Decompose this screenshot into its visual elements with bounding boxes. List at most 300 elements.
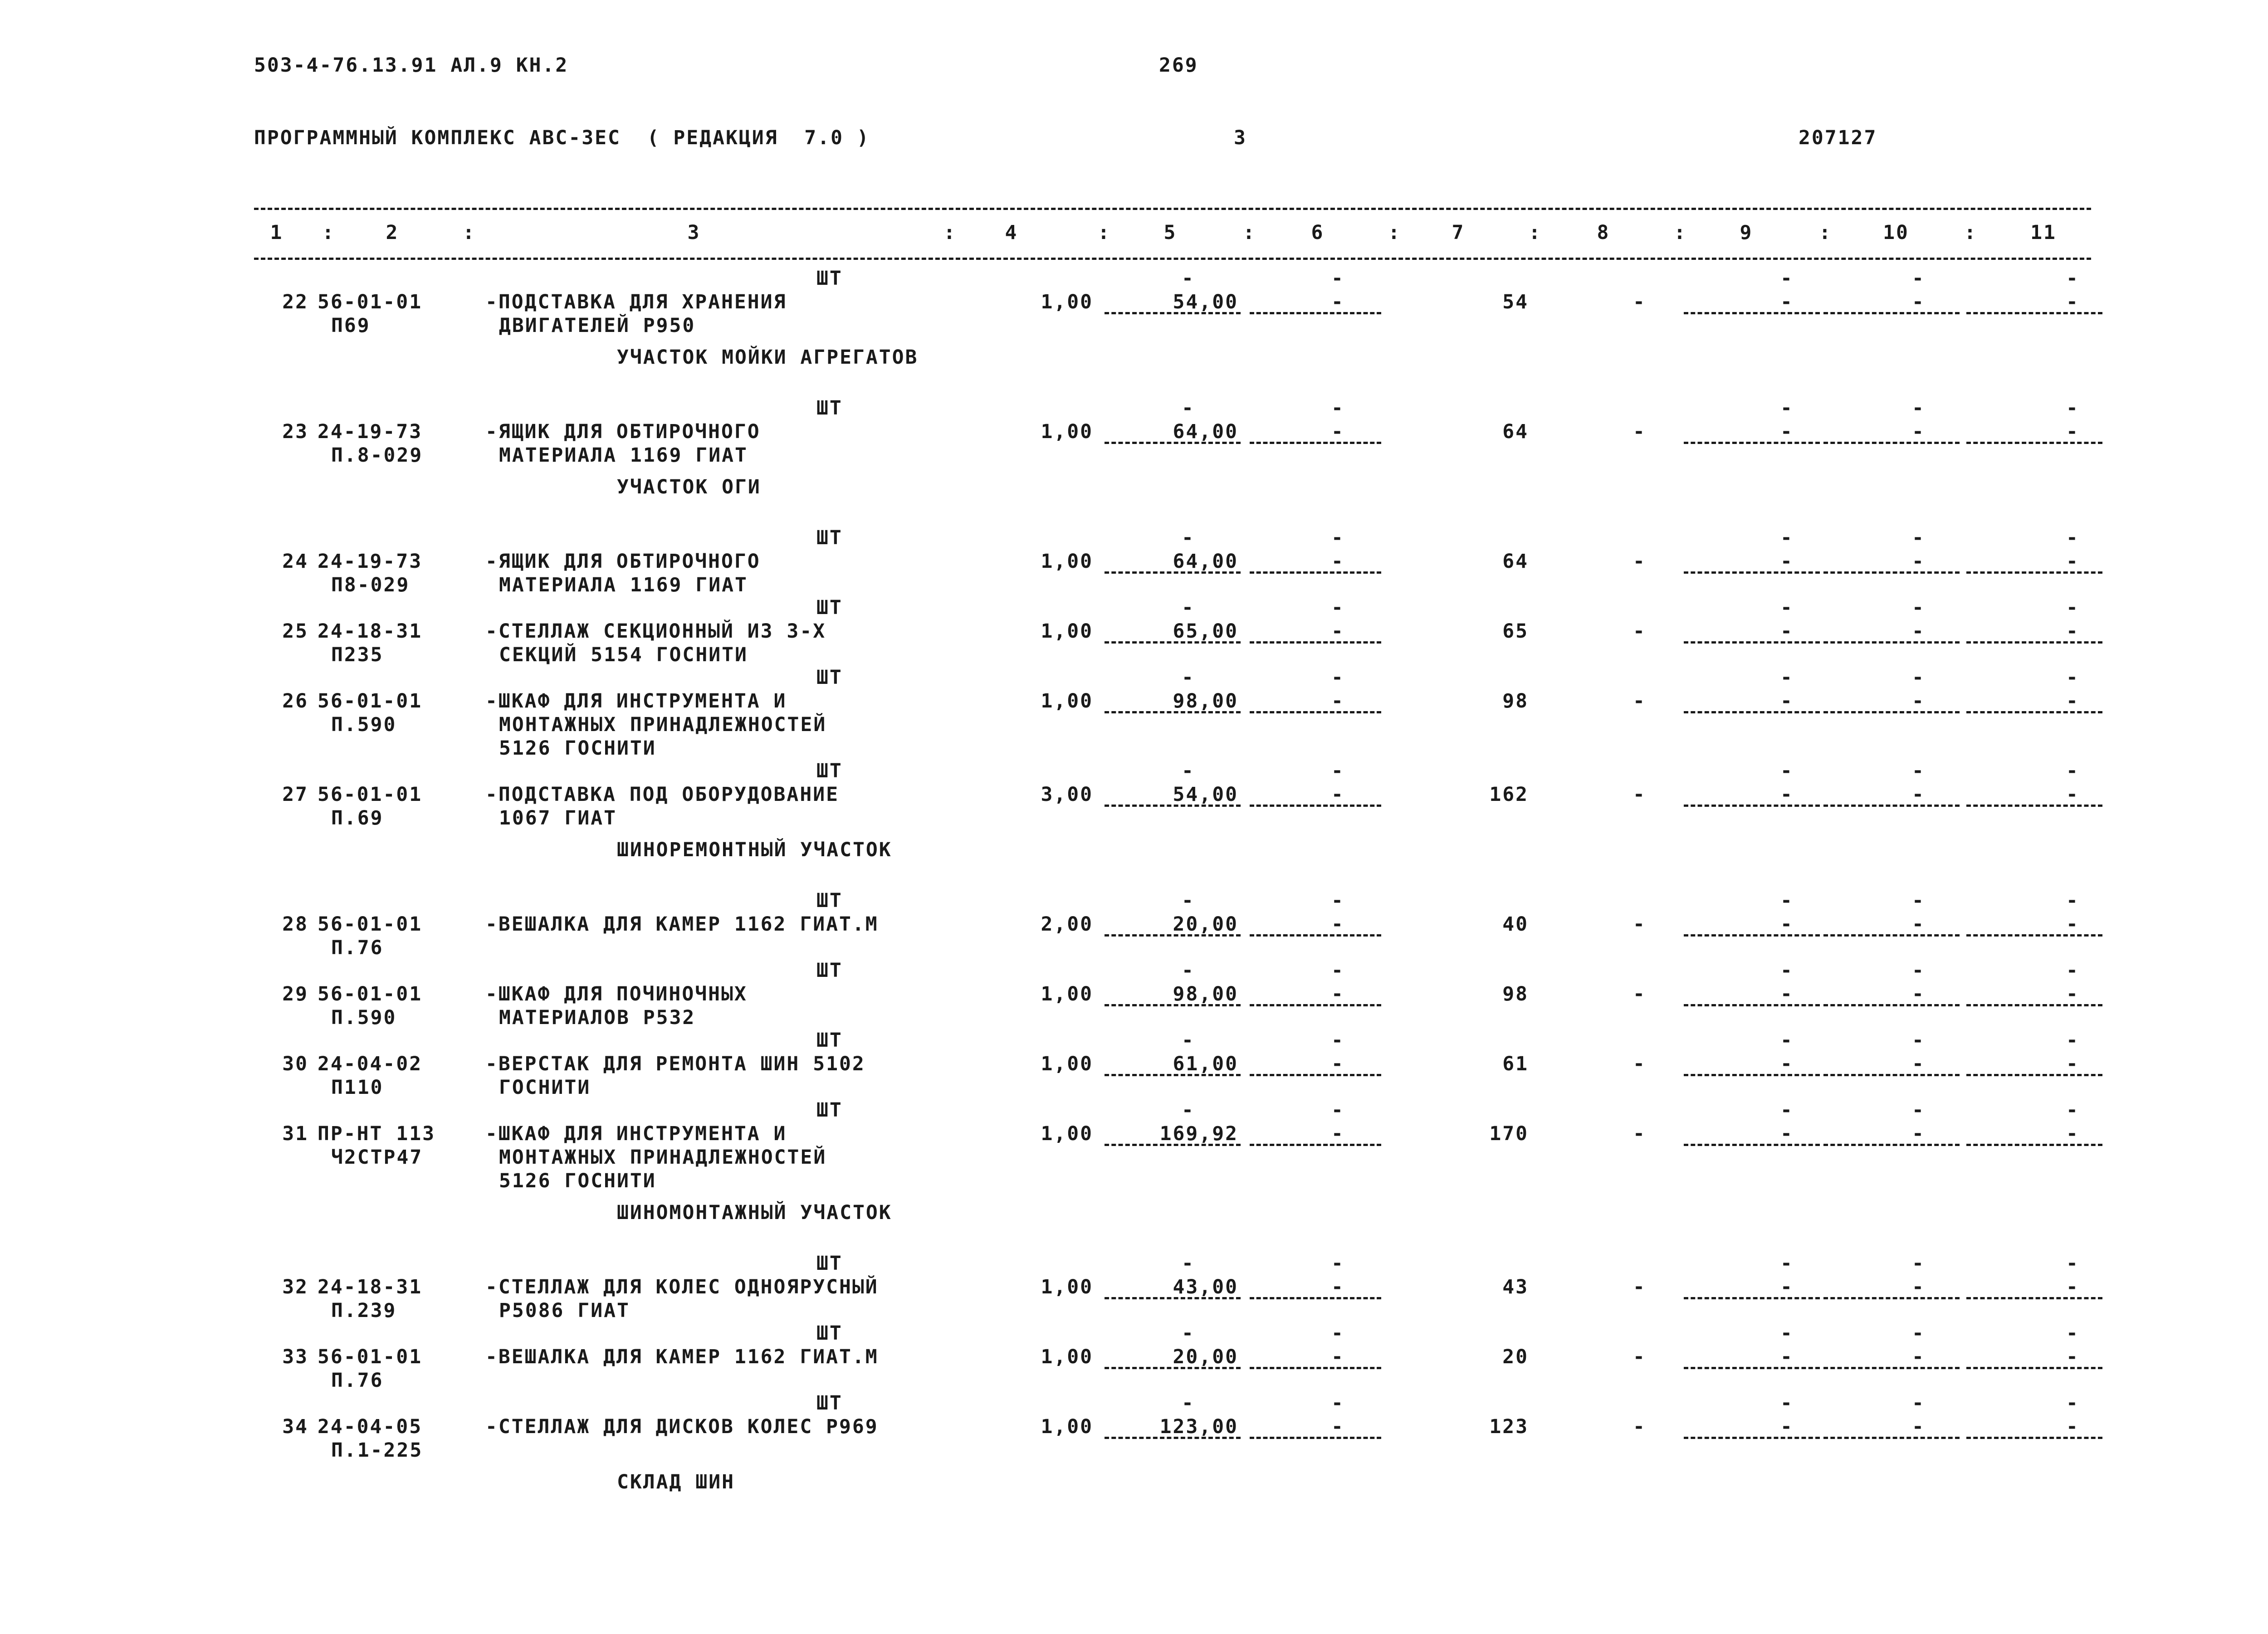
column-6-dash: -: [1331, 1252, 1344, 1275]
sub-dash: -: [2066, 760, 2079, 782]
sub-rule: [1250, 805, 1381, 807]
row-col9: -: [1780, 1415, 1794, 1438]
row-col6: -: [1331, 690, 1344, 712]
column-header-4: 4: [1005, 221, 1018, 244]
row-code: 56-01-01: [318, 291, 423, 313]
row-unit-price: 20,00: [1173, 1346, 1238, 1368]
row-col10: -: [1912, 420, 1925, 443]
row-total: 65: [1502, 620, 1529, 643]
row-col10: -: [1912, 550, 1925, 573]
unit-label: ШТ: [816, 527, 843, 549]
row-code: 56-01-01: [318, 913, 423, 936]
column-header-8: 8: [1597, 221, 1610, 244]
row-col8: -: [1633, 1053, 1646, 1075]
row-quantity: 1,00: [1041, 1122, 1093, 1145]
row-col9: -: [1780, 620, 1794, 643]
row-quantity: 1,00: [1041, 1053, 1093, 1075]
row-total: 40: [1502, 913, 1529, 936]
row-total: 98: [1502, 983, 1529, 1005]
row-quantity: 1,00: [1041, 550, 1093, 573]
sub-rule: [1823, 934, 1960, 937]
row-code: 56-01-01: [318, 1346, 423, 1368]
unit-label: ШТ: [816, 1029, 843, 1052]
row-col10: -: [1912, 913, 1925, 936]
row-unit-price: 20,00: [1173, 913, 1238, 936]
row-col6: -: [1331, 1346, 1344, 1368]
column-6-dash: -: [1331, 959, 1344, 982]
sub-dash: -: [2066, 1099, 2079, 1122]
column-separator: :: [322, 221, 335, 244]
column-separator: :: [1674, 221, 1687, 244]
row-unit-price: 65,00: [1173, 620, 1238, 643]
row-unit-price: 64,00: [1173, 550, 1238, 573]
column-6-dash: -: [1331, 666, 1344, 689]
sub-rule: [1105, 1297, 1241, 1299]
sub-rule: [1684, 1437, 1820, 1439]
sub-rule: [1250, 1074, 1381, 1076]
sub-dash: -: [1912, 267, 1925, 290]
sub-rule: [1684, 1367, 1820, 1369]
row-number: 30: [282, 1053, 308, 1075]
row-col11: -: [2066, 420, 2079, 443]
row-col6: -: [1331, 913, 1344, 936]
price-dash: -: [1182, 959, 1195, 982]
header-doc-code: 503-4-76.13.91 АЛ.9 КН.2: [254, 54, 569, 77]
row-code-sub: П69: [331, 314, 371, 337]
sub-rule: [1684, 805, 1820, 807]
row-col9: -: [1780, 1053, 1794, 1075]
sub-rule: [1250, 442, 1381, 444]
sub-rule: [1966, 312, 2102, 314]
row-number: 24: [282, 550, 308, 573]
sub-rule: [1250, 571, 1381, 574]
sub-rule: [1105, 1437, 1241, 1439]
row-code-sub: П.590: [331, 1006, 397, 1029]
sub-rule: [1823, 312, 1960, 314]
sub-rule: [1105, 312, 1241, 314]
sub-dash: -: [1912, 666, 1925, 689]
column-header-2: 2: [386, 221, 399, 244]
sub-rule: [1966, 1004, 2102, 1006]
column-6-dash: -: [1331, 1029, 1344, 1052]
sub-rule: [1684, 571, 1820, 574]
row-name-line2: МОНТАЖНЫХ ПРИНАДЛЕЖНОСТЕЙ: [499, 713, 827, 736]
row-col8: -: [1633, 420, 1646, 443]
row-col8: -: [1633, 1346, 1646, 1368]
row-code-sub: П.8-029: [331, 444, 423, 467]
row-col10: -: [1912, 1276, 1925, 1298]
sub-rule: [1250, 711, 1381, 713]
sub-rule: [1823, 571, 1960, 574]
row-col10: -: [1912, 783, 1925, 806]
row-total: 170: [1489, 1122, 1529, 1145]
row-code: 24-04-02: [318, 1053, 423, 1075]
row-col8: -: [1633, 550, 1646, 573]
row-number: 33: [282, 1346, 308, 1368]
sub-rule: [1966, 641, 2102, 644]
section-title: СКЛАД ШИН: [617, 1471, 735, 1493]
row-col11: -: [2066, 1053, 2079, 1075]
price-dash: -: [1182, 596, 1195, 619]
price-dash: -: [1182, 1029, 1195, 1052]
row-name-line3: 5126 ГОСНИТИ: [499, 1170, 656, 1192]
row-col9: -: [1780, 1346, 1794, 1368]
row-name-line2: 1067 ГИАТ: [499, 807, 617, 829]
column-separator: :: [1964, 221, 1977, 244]
sub-rule: [1823, 1144, 1960, 1146]
row-total: 123: [1489, 1415, 1529, 1438]
row-col8: -: [1633, 1415, 1646, 1438]
sub-dash: -: [1912, 1029, 1925, 1052]
sub-rule: [1684, 934, 1820, 937]
row-col11: -: [2066, 1122, 2079, 1145]
sub-dash: -: [1780, 1252, 1794, 1275]
unit-label: ШТ: [816, 397, 843, 419]
sub-rule: [1823, 1367, 1960, 1369]
row-number: 27: [282, 783, 308, 806]
row-total: 64: [1502, 550, 1529, 573]
price-dash: -: [1182, 1322, 1195, 1345]
sub-rule: [1823, 711, 1960, 713]
row-code-sub: П235: [331, 644, 384, 666]
row-col10: -: [1912, 983, 1925, 1005]
row-total: 54: [1502, 291, 1529, 313]
sub-rule: [1684, 1144, 1820, 1146]
header-page-number: 269: [1159, 54, 1198, 77]
sub-rule: [1250, 1144, 1381, 1146]
price-dash: -: [1182, 666, 1195, 689]
sub-dash: -: [2066, 1252, 2079, 1275]
row-number: 29: [282, 983, 308, 1005]
row-code: 24-18-31: [318, 1276, 423, 1298]
unit-label: ШТ: [816, 1099, 843, 1122]
row-number: 22: [282, 291, 308, 313]
column-header-11: 11: [2030, 221, 2057, 244]
sub-dash: -: [2066, 1322, 2079, 1345]
row-col10: -: [1912, 291, 1925, 313]
sub-rule: [1966, 442, 2102, 444]
sub-rule: [1105, 805, 1241, 807]
price-dash: -: [1182, 889, 1195, 912]
row-col8: -: [1633, 783, 1646, 806]
row-unit-price: 64,00: [1173, 420, 1238, 443]
sub-rule: [1966, 1297, 2102, 1299]
row-col6: -: [1331, 1053, 1344, 1075]
sub-dash: -: [1912, 1099, 1925, 1122]
sub-rule: [1105, 571, 1241, 574]
sub-rule: [1684, 442, 1820, 444]
unit-label: ШТ: [816, 267, 843, 290]
row-col8: -: [1633, 1276, 1646, 1298]
sub-dash: -: [2066, 666, 2079, 689]
sub-rule: [1966, 1074, 2102, 1076]
sub-dash: -: [2066, 397, 2079, 419]
row-number: 26: [282, 690, 308, 712]
column-6-dash: -: [1331, 596, 1344, 619]
row-name: -СТЕЛЛАЖ ДЛЯ КОЛЕС ОДНОЯРУСНЫЙ: [485, 1276, 879, 1298]
sub-dash: -: [1912, 760, 1925, 782]
row-number: 34: [282, 1415, 308, 1438]
sub-rule: [1966, 1144, 2102, 1146]
row-col9: -: [1780, 1122, 1794, 1145]
row-col11: -: [2066, 1415, 2079, 1438]
sub-rule: [1823, 1074, 1960, 1076]
sub-rule: [1250, 1367, 1381, 1369]
column-separator: :: [1388, 221, 1401, 244]
row-unit-price: 98,00: [1173, 983, 1238, 1005]
row-code: 24-18-31: [318, 620, 423, 643]
column-header-6: 6: [1311, 221, 1325, 244]
column-6-dash: -: [1331, 1322, 1344, 1345]
sub-dash: -: [1912, 1392, 1925, 1415]
sub-rule: [1105, 641, 1241, 644]
row-unit-price: 169,92: [1159, 1122, 1238, 1145]
sub-dash: -: [2066, 596, 2079, 619]
header-sheet: 3: [1234, 127, 1247, 149]
row-col6: -: [1331, 983, 1344, 1005]
row-number: 31: [282, 1122, 308, 1145]
sub-dash: -: [2066, 267, 2079, 290]
sub-rule: [1105, 1004, 1241, 1006]
row-quantity: 1,00: [1041, 420, 1093, 443]
row-number: 32: [282, 1276, 308, 1298]
row-col11: -: [2066, 291, 2079, 313]
row-col6: -: [1331, 420, 1344, 443]
row-col10: -: [1912, 690, 1925, 712]
row-quantity: 1,00: [1041, 690, 1093, 712]
sub-rule: [1823, 1437, 1960, 1439]
row-col8: -: [1633, 913, 1646, 936]
column-header-7: 7: [1452, 221, 1465, 244]
row-total: 20: [1502, 1346, 1529, 1368]
unit-label: ШТ: [816, 959, 843, 982]
column-6-dash: -: [1331, 267, 1344, 290]
price-dash: -: [1182, 1099, 1195, 1122]
sub-dash: -: [1780, 1322, 1794, 1345]
header-program: ПРОГРАММНЫЙ КОМПЛЕКС АВС-3ЕС ( РЕДАКЦИЯ 7.0 ): [254, 127, 870, 149]
price-dash: -: [1182, 760, 1195, 782]
row-col6: -: [1331, 1415, 1344, 1438]
table-header-rule: [254, 258, 2091, 260]
unit-label: ШТ: [816, 1252, 843, 1275]
row-code: 24-04-05: [318, 1415, 423, 1438]
row-col10: -: [1912, 1053, 1925, 1075]
sub-dash: -: [1780, 596, 1794, 619]
sub-dash: -: [1912, 959, 1925, 982]
row-quantity: 1,00: [1041, 1415, 1093, 1438]
row-col9: -: [1780, 291, 1794, 313]
row-code: 56-01-01: [318, 783, 423, 806]
row-total: 64: [1502, 420, 1529, 443]
row-col8: -: [1633, 1122, 1646, 1145]
sub-dash: -: [2066, 889, 2079, 912]
row-col11: -: [2066, 983, 2079, 1005]
row-quantity: 1,00: [1041, 620, 1093, 643]
row-quantity: 1,00: [1041, 983, 1093, 1005]
unit-label: ШТ: [816, 889, 843, 912]
row-name-line2: ГОСНИТИ: [499, 1076, 591, 1099]
sub-rule: [1966, 571, 2102, 574]
sub-dash: -: [1912, 596, 1925, 619]
row-col11: -: [2066, 620, 2079, 643]
row-unit-price: 54,00: [1173, 291, 1238, 313]
sub-rule: [1684, 1074, 1820, 1076]
section-title: УЧАСТОК МОЙКИ АГРЕГАТОВ: [617, 346, 919, 369]
row-name-line2: МАТЕРИАЛОВ Р532: [499, 1006, 696, 1029]
row-col6: -: [1331, 550, 1344, 573]
sub-rule: [1684, 1004, 1820, 1006]
row-unit-price: 43,00: [1173, 1276, 1238, 1298]
row-col6: -: [1331, 1122, 1344, 1145]
sub-dash: -: [1780, 1099, 1794, 1122]
unit-label: ШТ: [816, 1322, 843, 1345]
row-col10: -: [1912, 620, 1925, 643]
sub-dash: -: [1780, 959, 1794, 982]
column-6-dash: -: [1331, 1392, 1344, 1415]
section-title: ШИНОРЕМОНТНЫЙ УЧАСТОК: [617, 839, 892, 861]
row-code-sub: П.76: [331, 1369, 384, 1392]
row-quantity: 3,00: [1041, 783, 1093, 806]
row-number: 23: [282, 420, 308, 443]
row-code: 24-19-73: [318, 420, 423, 443]
sub-rule: [1823, 1297, 1960, 1299]
sub-rule: [1966, 805, 2102, 807]
column-separator: :: [1529, 221, 1542, 244]
price-dash: -: [1182, 267, 1195, 290]
sub-rule: [1250, 1004, 1381, 1006]
sub-rule: [1105, 1144, 1241, 1146]
row-name: -ШКАФ ДЛЯ ПОЧИНОЧНЫХ: [485, 983, 748, 1005]
row-col6: -: [1331, 291, 1344, 313]
row-name-line2: ДВИГАТЕЛЕЙ Р950: [499, 314, 696, 337]
sub-rule: [1684, 711, 1820, 713]
row-name: -ШКАФ ДЛЯ ИНСТРУМЕНТА И: [485, 1122, 787, 1145]
row-total: 162: [1489, 783, 1529, 806]
row-col9: -: [1780, 1276, 1794, 1298]
row-code-sub: П8-029: [331, 574, 410, 596]
row-name: -ПОДСТАВКА ПОД ОБОРУДОВАНИЕ: [485, 783, 839, 806]
sub-rule: [1966, 711, 2102, 713]
column-separator: :: [1243, 221, 1256, 244]
row-col9: -: [1780, 690, 1794, 712]
sub-rule: [1105, 934, 1241, 937]
sub-rule: [1105, 1074, 1241, 1076]
column-header-1: 1: [270, 221, 284, 244]
row-col9: -: [1780, 983, 1794, 1005]
sub-rule: [1250, 312, 1381, 314]
row-col10: -: [1912, 1415, 1925, 1438]
sub-rule: [1684, 312, 1820, 314]
row-name: -ЯЩИК ДЛЯ ОБТИРОЧНОГО: [485, 550, 761, 573]
row-unit-price: 123,00: [1159, 1415, 1238, 1438]
sub-dash: -: [2066, 1392, 2079, 1415]
row-code-sub: П110: [331, 1076, 384, 1099]
sub-rule: [1250, 934, 1381, 937]
row-code: 24-19-73: [318, 550, 423, 573]
row-name: -ШКАФ ДЛЯ ИНСТРУМЕНТА И: [485, 690, 787, 712]
row-unit-price: 61,00: [1173, 1053, 1238, 1075]
row-col8: -: [1633, 690, 1646, 712]
column-separator: :: [1819, 221, 1832, 244]
sub-dash: -: [2066, 1029, 2079, 1052]
price-dash: -: [1182, 527, 1195, 549]
row-name-line2: МОНТАЖНЫХ ПРИНАДЛЕЖНОСТЕЙ: [499, 1146, 827, 1169]
column-6-dash: -: [1331, 1099, 1344, 1122]
sub-rule: [1105, 442, 1241, 444]
row-col9: -: [1780, 783, 1794, 806]
price-dash: -: [1182, 1392, 1195, 1415]
column-separator: :: [1098, 221, 1111, 244]
unit-label: ШТ: [816, 596, 843, 619]
section-title: ШИНОМОНТАЖНЫЙ УЧАСТОК: [617, 1201, 892, 1224]
row-name-line2: МАТЕРИАЛА 1169 ГИАТ: [499, 574, 748, 596]
sub-dash: -: [1780, 889, 1794, 912]
sub-dash: -: [1780, 527, 1794, 549]
sub-rule: [1250, 641, 1381, 644]
row-quantity: 2,00: [1041, 913, 1093, 936]
price-dash: -: [1182, 397, 1195, 419]
row-number: 28: [282, 913, 308, 936]
row-col9: -: [1780, 550, 1794, 573]
sub-rule: [1966, 1367, 2102, 1369]
row-total: 61: [1502, 1053, 1529, 1075]
row-quantity: 1,00: [1041, 1276, 1093, 1298]
row-col6: -: [1331, 620, 1344, 643]
row-col6: -: [1331, 783, 1344, 806]
row-name-line2: СЕКЦИЙ 5154 ГОСНИТИ: [499, 644, 748, 666]
sub-dash: -: [1780, 1029, 1794, 1052]
unit-label: ШТ: [816, 666, 843, 689]
sub-dash: -: [1780, 397, 1794, 419]
sub-dash: -: [1912, 1322, 1925, 1345]
sub-rule: [1823, 805, 1960, 807]
row-col8: -: [1633, 620, 1646, 643]
column-6-dash: -: [1331, 889, 1344, 912]
row-code-sub: П.239: [331, 1299, 397, 1322]
row-col6: -: [1331, 1276, 1344, 1298]
sub-rule: [1250, 1297, 1381, 1299]
row-unit-price: 54,00: [1173, 783, 1238, 806]
sub-dash: -: [2066, 959, 2079, 982]
row-quantity: 1,00: [1041, 1346, 1093, 1368]
row-name: -ЯЩИК ДЛЯ ОБТИРОЧНОГО: [485, 420, 761, 443]
row-code: ПР-НТ 113: [318, 1122, 435, 1145]
column-6-dash: -: [1331, 760, 1344, 782]
row-col11: -: [2066, 550, 2079, 573]
row-code-sub: П.590: [331, 713, 397, 736]
row-total: 43: [1502, 1276, 1529, 1298]
row-col8: -: [1633, 291, 1646, 313]
sub-dash: -: [1780, 267, 1794, 290]
row-name-line3: 5126 ГОСНИТИ: [499, 737, 656, 760]
unit-label: ШТ: [816, 1392, 843, 1415]
sub-dash: -: [1912, 889, 1925, 912]
column-header-9: 9: [1740, 221, 1753, 244]
row-code-sub: П.76: [331, 937, 384, 959]
row-quantity: 1,00: [1041, 291, 1093, 313]
row-total: 98: [1502, 690, 1529, 712]
sub-dash: -: [2066, 527, 2079, 549]
row-col9: -: [1780, 420, 1794, 443]
sub-rule: [1105, 1367, 1241, 1369]
row-name: -СТЕЛЛАЖ СЕКЦИОННЫЙ ИЗ 3-Х: [485, 620, 826, 643]
row-col11: -: [2066, 1276, 2079, 1298]
row-name: -СТЕЛЛАЖ ДЛЯ ДИСКОВ КОЛЕС Р969: [485, 1415, 879, 1438]
row-code-sub: П.69: [331, 807, 384, 829]
sub-rule: [1823, 641, 1960, 644]
row-col11: -: [2066, 1346, 2079, 1368]
row-name: -ВЕРСТАК ДЛЯ РЕМОНТА ШИН 5102: [485, 1053, 865, 1075]
